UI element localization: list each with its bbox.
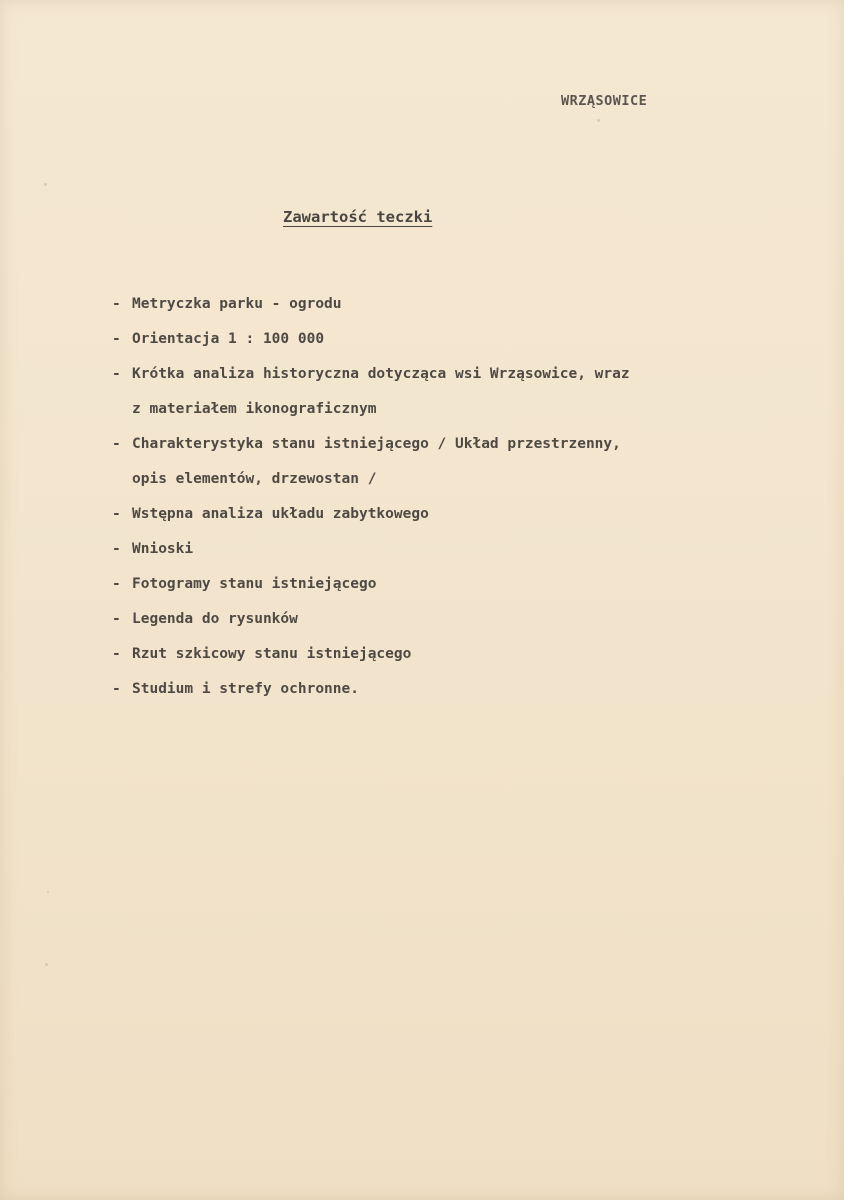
list-item — [112, 672, 772, 707]
item-text: Rzut szkicowy stanu istniejącego — [132, 646, 412, 662]
bullet-dash: - — [112, 576, 121, 592]
bullet-dash: - — [112, 646, 121, 662]
paper-speck — [597, 119, 600, 122]
item-text: Wstępna analiza układu zabytkowego — [132, 506, 429, 522]
item-text: Wnioski — [132, 541, 194, 557]
contents-list — [112, 287, 772, 707]
paper-speck — [45, 963, 48, 966]
page-title: Zawartość teczki — [283, 208, 433, 226]
bullet-dash: - — [112, 681, 121, 697]
list-item — [112, 497, 772, 532]
item-text: Legenda do rysunków — [132, 611, 298, 627]
item-text: Metryczka parku - ogrodu — [132, 296, 342, 312]
bullet-dash: - — [112, 506, 121, 522]
list-item — [112, 567, 772, 602]
item-text: Charakterystyka stanu istniejącego / Układ przestrzenny, — [132, 436, 621, 452]
bullet-dash: - — [112, 331, 121, 347]
list-item — [112, 357, 772, 427]
list-item — [112, 532, 772, 567]
list-item — [112, 427, 772, 497]
bullet-dash: - — [112, 296, 121, 312]
item-text: Studium i strefy ochronne. — [132, 681, 359, 697]
item-text-continuation: z materiałem ikonograficznym — [132, 401, 377, 417]
bullet-dash: - — [112, 436, 121, 452]
paper-speck — [44, 183, 47, 186]
bullet-dash: - — [112, 366, 121, 382]
paper-speck — [47, 891, 49, 893]
item-text: Fotogramy stanu istniejącego — [132, 576, 377, 592]
item-text-continuation: opis elementów, drzewostan / — [132, 471, 377, 487]
item-text: Orientacja 1 : 100 000 — [132, 331, 325, 347]
list-item — [112, 322, 772, 357]
list-item — [112, 637, 772, 672]
bullet-dash: - — [112, 611, 121, 627]
bullet-dash: - — [112, 541, 121, 557]
place-name: WRZĄSOWICE — [561, 93, 648, 109]
list-item — [112, 287, 772, 322]
list-item — [112, 602, 772, 637]
item-text: Krótka analiza historyczna dotycząca wsi Wrząsowice, wraz — [132, 366, 630, 382]
